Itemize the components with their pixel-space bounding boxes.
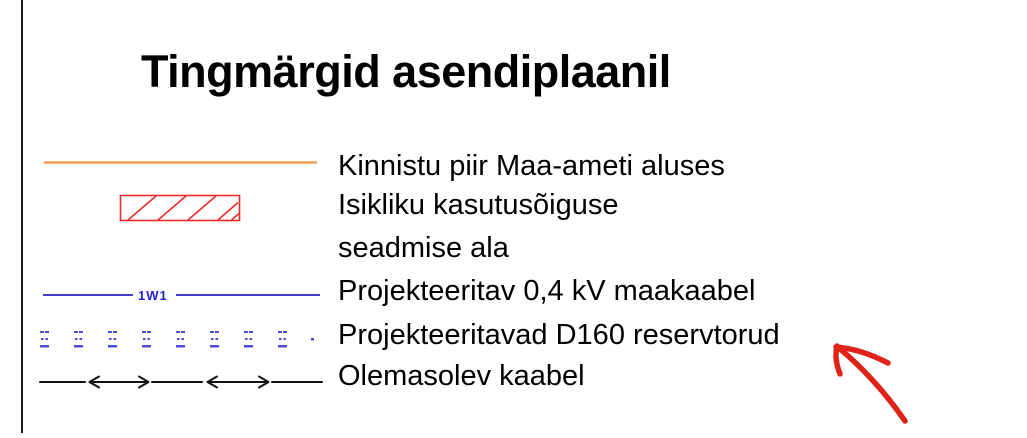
- legend-label-property-boundary: Kinnistu piir Maa-ameti aluses: [338, 150, 725, 182]
- legend-label-personal-use-area-line2: seadmise ala: [338, 232, 509, 264]
- red-hatched-area-symbol: [121, 196, 240, 221]
- page-title: Tingmärgid asendiplaanil: [141, 46, 671, 97]
- legend-label-reserve-pipes: Projekteeritavad D160 reservtorud: [338, 319, 780, 351]
- cable-tag-label: 1W1: [138, 288, 168, 303]
- blue-dashed-pipe-symbol: [40, 331, 314, 348]
- legend-label-existing-cable: Olemasolev kaabel: [338, 360, 585, 392]
- black-double-arrow-line-symbol: [40, 377, 322, 388]
- legend-label-planned-cable: Projekteeritav 0,4 kV maakaabel: [338, 275, 756, 307]
- legend-label-personal-use-area-line1: Isikliku kasutusõiguse: [338, 189, 619, 221]
- red-annotation-arrow: [836, 346, 905, 421]
